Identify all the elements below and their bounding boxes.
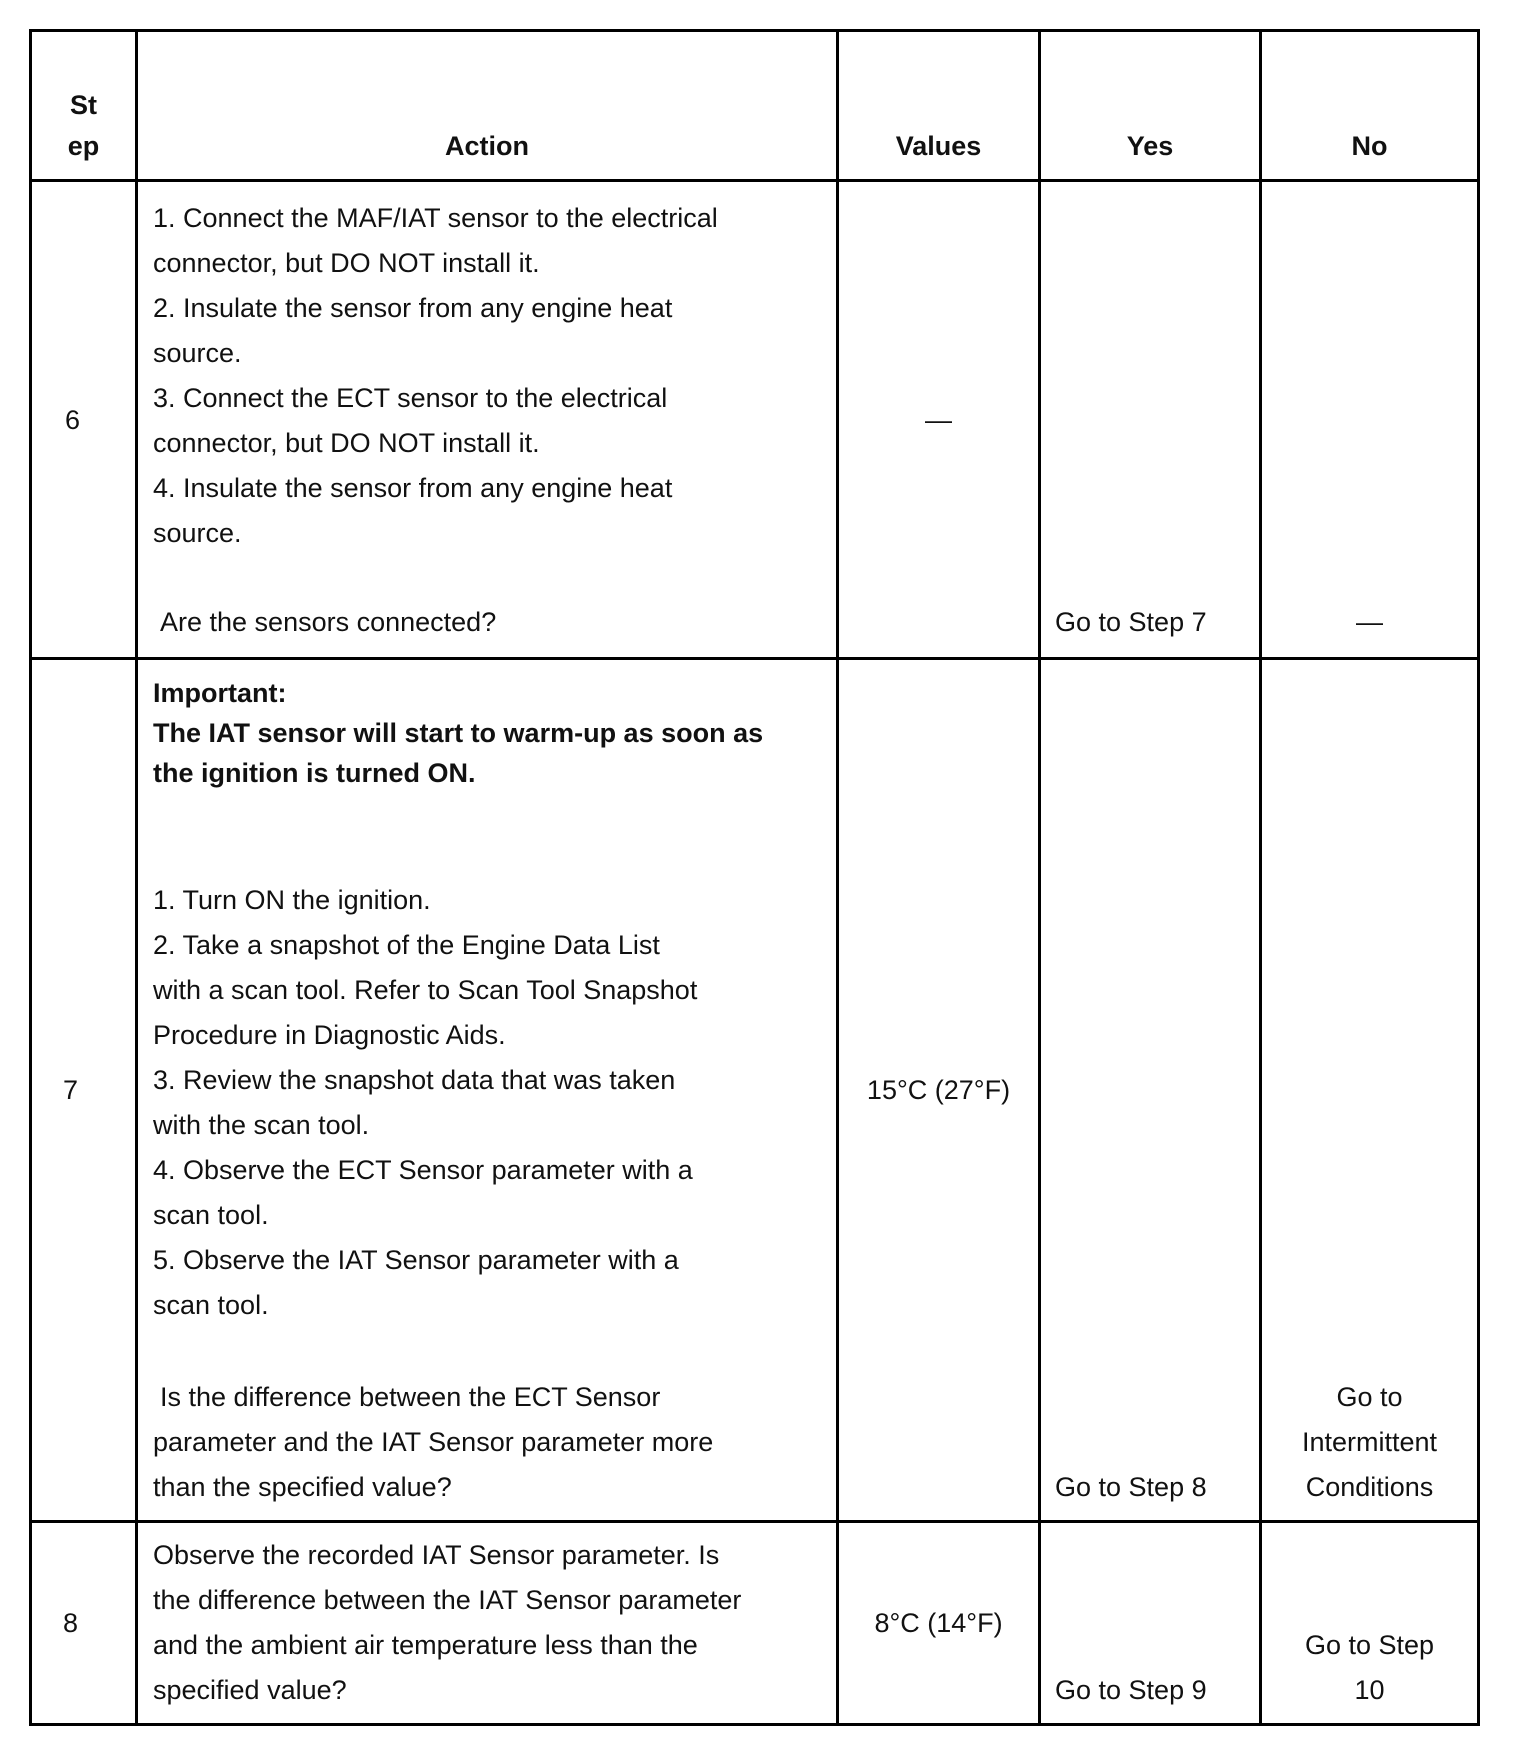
row8-action-line: and the ambient air temperature less than the [153,1630,698,1660]
row8-value: 8°C (14°F) [874,1608,1003,1638]
row7-no-line: Intermittent [1301,1427,1438,1457]
header-action: Action [445,131,529,161]
row6-action-line: source. [153,518,242,548]
row7-action-line: 3. Review the snapshot data that was taken [153,1065,676,1095]
row6-step: 6 [65,405,81,435]
row7-action-line: Procedure in Diagnostic Aids. [153,1020,506,1050]
row7-action-line: scan tool. [153,1200,269,1230]
header-step-line1: St [70,90,97,120]
row6-no: — [1356,607,1383,637]
row7-question [153,1375,713,1510]
row7-action-line: 4. Observe the ECT Sensor parameter with a [153,1155,693,1185]
row6-question: Are the sensors connected? [160,607,497,637]
row8-yes: Go to Step 9 [1055,1675,1207,1705]
row6-action-line: connector, but DO NOT install it. [153,428,540,458]
row-divider-6 [32,657,1477,660]
row8-action [153,1533,741,1713]
row7-no-line: Conditions [1305,1472,1434,1502]
row6-action-line: 4. Insulate the sensor from any engine heat [153,473,673,503]
diagnostic-table [29,29,1480,1726]
row7-yes: Go to Step 8 [1055,1472,1207,1502]
row7-step: 7 [63,1075,79,1105]
header-step-line2: ep [67,131,100,161]
row6-action-line: 2. Insulate the sensor from any engine heat [153,293,673,323]
row6-value: — [925,405,952,435]
row6-action-line: source. [153,338,242,368]
row7-action-line: scan tool. [153,1290,269,1320]
row6-action [153,196,718,556]
row8-action-line: specified value? [153,1675,347,1705]
row6-yes: Go to Step 7 [1055,607,1207,637]
important-line: The IAT sensor will start to warm-up as soon as [153,718,764,748]
important-line: the ignition is turned ON. [153,758,476,788]
row7-action-line: with a scan tool. Refer to Scan Tool Snapshot [153,975,698,1005]
row7-action-line: 2. Take a snapshot of the Engine Data List [153,930,660,960]
col-divider-2 [836,32,839,1723]
row6-action-line: 1. Connect the MAF/IAT sensor to the electrical [153,203,718,233]
row7-action-line: 1. Turn ON the ignition. [153,885,431,915]
row7-action [153,878,697,1328]
col-divider-1 [135,32,138,1723]
important-title: Important: [153,678,287,708]
header-values: Values [895,131,982,161]
row7-no [1262,1375,1477,1510]
header-step [32,85,135,167]
row7-question-line: than the specified value? [153,1472,452,1502]
row7-action-line: 5. Observe the IAT Sensor parameter with a [153,1245,679,1275]
row8-no-line: Go to Step [1304,1630,1435,1660]
row8-no-line: 10 [1354,1675,1385,1705]
header-yes: Yes [1126,131,1174,161]
row6-action-line: connector, but DO NOT install it. [153,248,540,278]
row7-value: 15°C (27°F) [866,1075,1011,1105]
row8-step: 8 [63,1608,79,1638]
row7-action-line: with the scan tool. [153,1110,370,1140]
row-divider-7 [32,1520,1477,1523]
row7-question-line: Is the difference between the ECT Sensor [160,1382,661,1412]
header-no: No [1351,131,1388,161]
col-divider-3 [1038,32,1041,1723]
row7-question-line: parameter and the IAT Sensor parameter more [153,1427,714,1457]
row7-no-line: Go to [1336,1382,1403,1412]
row7-important [153,673,763,793]
row8-action-line: the difference between the IAT Sensor parameter [153,1585,742,1615]
row-divider-header [32,179,1477,182]
row6-action-line: 3. Connect the ECT sensor to the electrical [153,383,668,413]
row8-no [1262,1623,1477,1713]
row8-action-line: Observe the recorded IAT Sensor parameter. Is [153,1540,720,1570]
